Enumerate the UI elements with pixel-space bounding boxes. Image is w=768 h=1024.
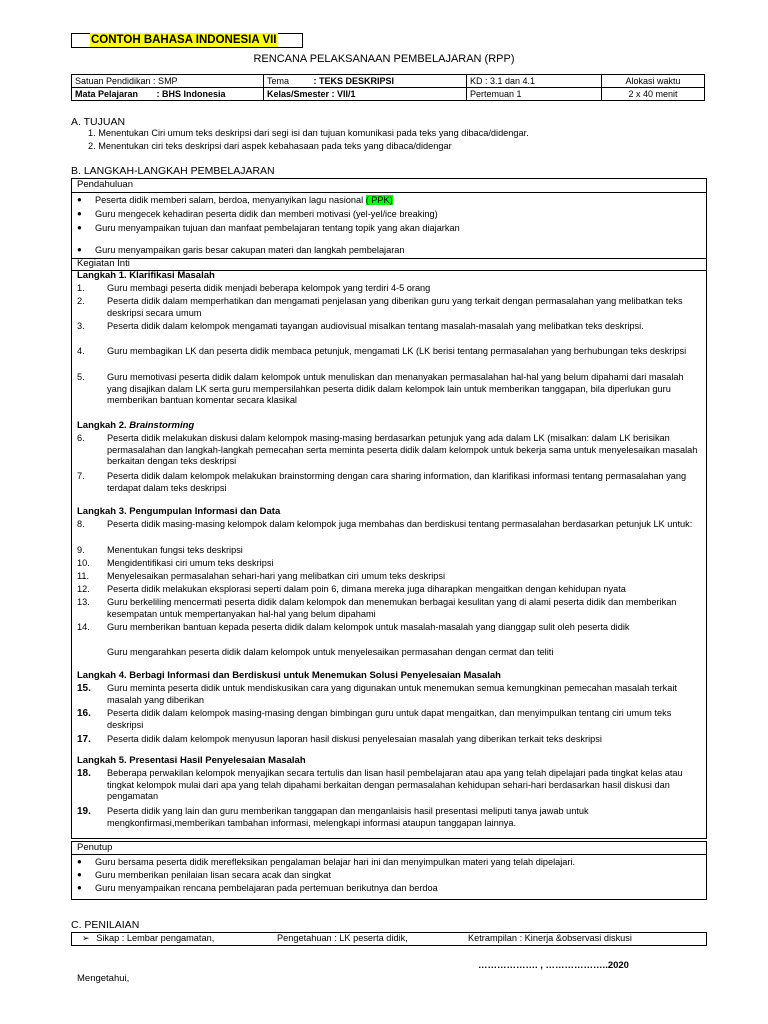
item-number: 2.	[77, 296, 85, 306]
item-number: 16.	[77, 708, 91, 719]
step2-italic: Brainstorming	[129, 420, 195, 431]
date-line: ………………. , ………………..2020	[478, 960, 629, 971]
step1-title: Langkah 1. Klarifikasi Masalah	[77, 270, 215, 281]
item-text: Peserta didik dalam kelompok masing-masing dengan bimbingan guru untuk dapat mengaitkan, dan menyimpulkan tentang ciri umum teks deskripsi	[107, 708, 672, 730]
item-text: Menyelesaikan permasalahan sehari-hari yang melibatkan ciri umum teks deskripsi	[107, 571, 446, 581]
rpp-title: RENCANA PELAKSANAAN PEMBELAJARAN (RPP)	[253, 53, 515, 65]
item-number: 9.	[77, 545, 85, 555]
langkah-heading: B. LANGKAH-LANGKAH PEMBELAJARAN	[71, 165, 275, 177]
item-number: 3.	[77, 321, 85, 331]
item-text: Beberapa perwakilan kelompok menyajikan secara tertulis dan lisan hasil pembelajaran atau apa yang telah dipelajari pada tingkat kelas atau tingkat kelompok mulai dari apa yang telah dipahami berkaitan dengan permasalahan kehidupan sehari-hari berdasarkan hasil diskusi dan pengamatan	[107, 768, 683, 801]
penilaian-heading: C. PENILAIAN	[71, 919, 140, 931]
step3-title: Langkah 3. Pengumpulan Informasi dan Data	[77, 506, 281, 517]
step2-prefix: Langkah 2.	[77, 420, 130, 431]
alokasi-label: Alokasi waktu	[602, 75, 705, 88]
item-text: Guru memotivasi peserta didik dalam kelompok untuk menuliskan dan menanyakan permasalahan hal-hal yang belum dipahami dari masalah yang disajikan dalam LK serta guru mempersilahkan peserta didik dalam kelompok lain untuk memberikan tanggapan, bila diperlukan guru memberikan bantuan komentar secara klasikal	[107, 372, 684, 405]
item-number: 15.	[77, 683, 91, 694]
ppk-badge: ( PPK)	[365, 195, 393, 205]
item-text: Peserta didik dalam kelompok menyusun laporan hasil diskusi penyelesaian masalah yang diberikan terkait teks deskripsi	[107, 734, 602, 744]
penilaian-row	[82, 932, 214, 944]
kegiatan-inti-label: Kegiatan Inti	[77, 258, 130, 269]
mapel-label: Mata Pelajaran	[75, 89, 139, 99]
item-number: 10.	[77, 558, 90, 568]
item-number: 1.	[77, 283, 85, 293]
kd-cell: KD : 3.1 dan 4.1	[467, 75, 602, 88]
tujuan-heading: A. TUJUAN	[71, 116, 126, 128]
item-number: 5.	[77, 372, 85, 382]
mapel-cell	[72, 88, 264, 101]
doc-label: CONTOH BAHASA INDONESIA VII	[91, 34, 277, 46]
item-number: 4.	[77, 346, 85, 356]
item-text: Peserta didik dalam kelompok melakukan brainstorming dengan cara sharing information, dan klarifikasi informasi tentang permasalahan yang terdapat dalam teks deskripsi	[107, 471, 687, 493]
item-number: 18.	[77, 768, 91, 779]
penutup-text-2: Guru memberikan penilaian lisan secara acak dan singkat	[95, 870, 331, 880]
alokasi-value: 2 x 40 menit	[602, 88, 705, 101]
ketrampilan: Ketrampilan : Kinerja &observasi diskusi	[468, 933, 632, 943]
item-text: Guru mengarahkan peserta didik dalam kelompok untuk menyelesaikan permasahan dengan cermat dan teliti	[107, 647, 554, 657]
item-number: 17.	[77, 734, 91, 745]
item-text: Peserta didik melakukan diskusi dalam kelompok masing-masing berdasarkan petunjuk yang ada dalam LK (misalkan: dalam LK berisikan permasalahan dan langkah-langkah pemecahan serta meminta peserta didik dalam kelompok untuk bekerja sama untuk menyelesaikan masalah berkaitan dengan teks deskripsi	[107, 433, 698, 466]
doc-label-box	[71, 33, 303, 48]
item-number: 13.	[77, 597, 90, 607]
item-text: Guru meminta peserta didik untuk mendiskusikan cara yang digunakan untuk menemukan semua kemungkinan pemecahan masalah terkait masalah yang diberikan	[107, 683, 677, 705]
item-number: 6.	[77, 433, 85, 443]
pendahuluan-text-4: Guru menyampaikan garis besar cakupan materi dan langkah pembelajaran	[95, 245, 405, 255]
mengetahui: Mengetahui,	[77, 973, 130, 984]
item-text: Peserta didik masing-masing kelompok dalam kelompok juga membahas dan berdiskusi tentang permasalahan berdasarkan petunjuk LK untuk:	[107, 519, 693, 529]
header-table	[71, 74, 705, 101]
item-text: Peserta didik yang lain dan guru memberikan tanggapan dan menganlaisis hasil presentasi meliputi tanya jawab untuk mengkonfirmasi,memberikan tambahan informasi, melengkapi informasi ataupun tanggapan lainnya.	[107, 806, 589, 828]
pendahuluan-label: Pendahuluan	[77, 179, 133, 190]
tujuan-item-1: 1. Menentukan Ciri umum teks deskripsi dari segi isi dan tujuan komunikasi pada teks yang dibaca/didengar.	[88, 128, 529, 138]
sikap: Sikap : Lembar pengamatan,	[96, 933, 215, 943]
kelas-semester: Kelas/Smester : VII/1	[264, 88, 467, 101]
item-text: Peserta didik dalam memperhatikan dan mengamati penjelasan yang diberikan guru yang terkait dengan permasalahan yang melibatkan teks deskripsi secara umum	[107, 296, 683, 318]
tema-label: Tema	[267, 76, 290, 86]
item-number: 7.	[77, 471, 85, 481]
item-number: 8.	[77, 519, 85, 529]
pendahuluan-text-2: Guru mengecek kehadiran peserta didik dan memberi motivasi (yel-yel/ice breaking)	[95, 209, 438, 219]
item-text: Peserta didik melakukan eksplorasi seperti dalam poin 6, dimana mereka juga diharapkan mengaitkan dengan kehidupan nyata	[107, 584, 626, 594]
tujuan-item-2: 2. Menentukan ciri teks deskripsi dari aspek kebahasaan pada teks yang dibaca/didengar	[88, 141, 452, 151]
pengetahuan: Pengetahuan : LK peserta didik,	[277, 933, 408, 943]
step4-title: Langkah 4. Berbagi Informasi dan Berdiskusi untuk Menemukan Solusi Penyelesaian Masalah	[77, 670, 501, 681]
item-text: Mengidentifikasi ciri umum teks deskripsi	[107, 558, 274, 568]
step2-title	[77, 420, 194, 431]
item-text: Guru membagikan LK dan peserta didik membaca petunjuk, mengamati LK (LK berisi tentang permasalahan yang berhubungan teks deskripsi	[107, 346, 687, 356]
item-text: Menentukan fungsi teks deskripsi	[107, 545, 243, 555]
step5-title: Langkah 5. Presentasi Hasil Penyelesaian Masalah	[77, 755, 306, 766]
item-text: Peserta didik dalam kelompok mengamati tayangan audiovisual misalkan tentang masalah-masalah yang melibatkan teks deskripsi.	[107, 321, 644, 331]
pendahuluan-text-1: Peserta didik memberi salam, berdoa, menyanyikan lagu nasional	[95, 195, 364, 205]
item-text: Guru memberikan bantuan kepada peserta didik dalam kelompok untuk masalah-masalah yang dianggap sulit oleh peserta didik	[107, 622, 630, 632]
pendahuluan-text-3: Guru menyampaikan tujuan dan manfaat pembelajaran tentang topik yang akan diajarkan	[95, 223, 460, 233]
arrow-icon: ➢	[82, 933, 90, 943]
item-number: 12.	[77, 584, 90, 594]
tema-cell	[264, 75, 467, 88]
tema-value: : TEKS DESKRIPSI	[313, 76, 395, 86]
penutup-text-1: Guru bersama peserta didik merefleksikan pengalaman belajar hari ini dan menyimpulkan materi yang telah dipelajari.	[95, 857, 576, 867]
item-number: 19.	[77, 806, 91, 817]
penutup-label: Penutup	[77, 842, 113, 853]
item-text: Guru membagi peserta didik menjadi beberapa kelompok yang terdiri 4-5 orang	[107, 283, 431, 293]
satuan-pendidikan: Satuan Pendidikan : SMP	[72, 75, 264, 88]
pertemuan: Pertemuan 1	[467, 88, 602, 101]
item-text: Guru berkeliling mencermati peserta didik dalam kelompok dan menemukan berbagai kesulitan yang di alami peserta didik dan memberikan kesempatan untuk mempertanyakan hal-hal yang belum dipahami	[107, 597, 677, 619]
item-number: 11.	[77, 571, 90, 581]
item-number: 14.	[77, 622, 90, 632]
mapel-value: : BHS Indonesia	[156, 89, 226, 99]
penutup-text-3: Guru menyampaikan rencana pembelajaran pada pertemuan berikutnya dan berdoa	[95, 883, 438, 893]
